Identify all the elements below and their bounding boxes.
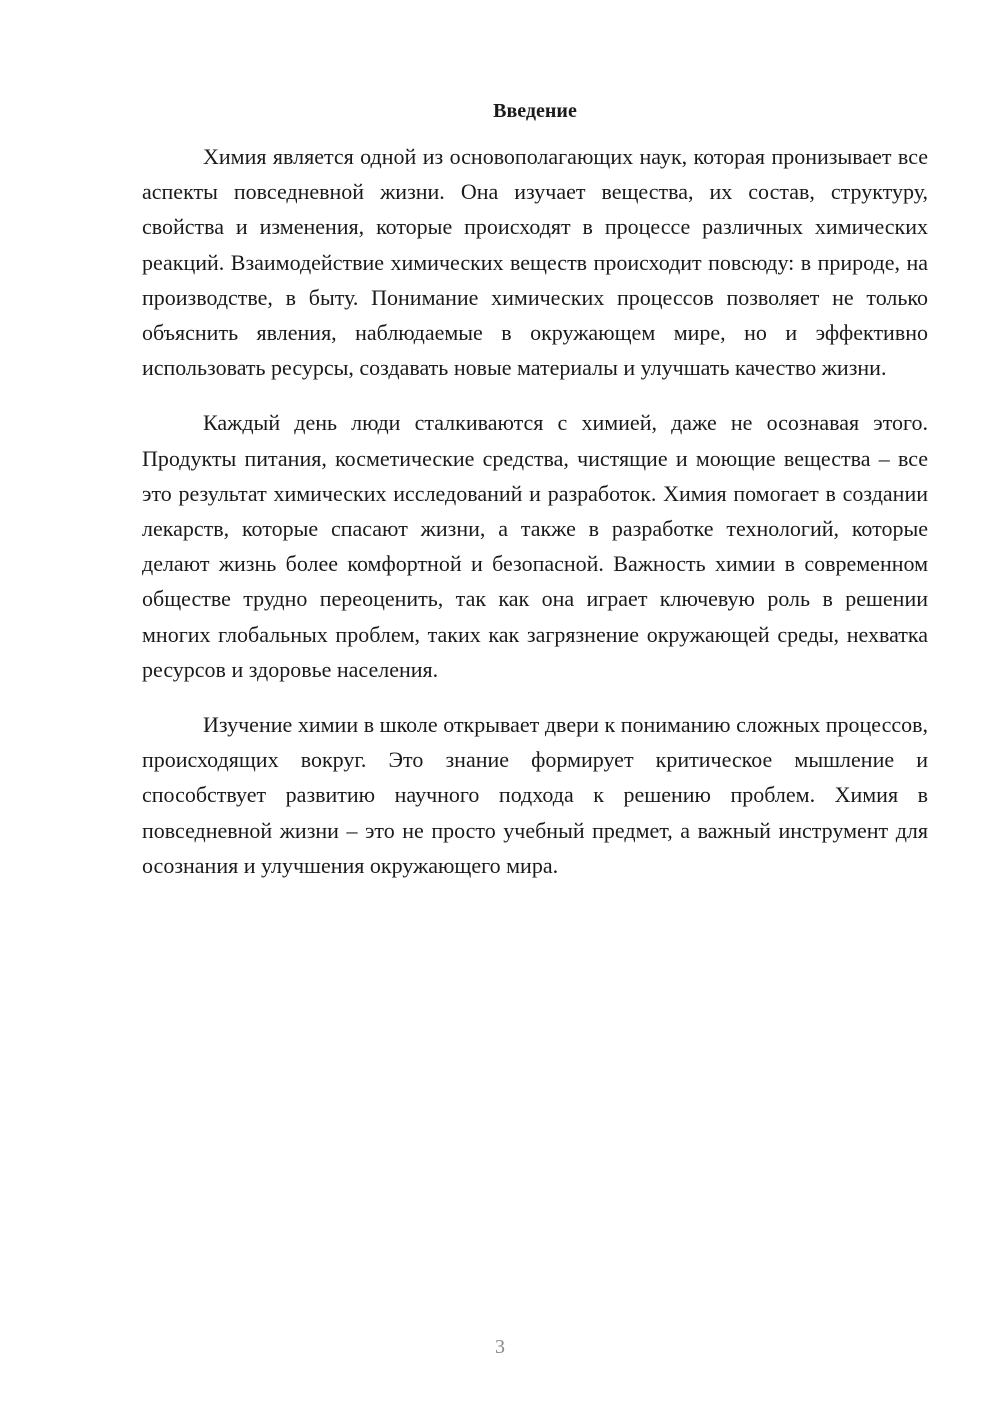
page-number: 3 [495,1336,505,1358]
section-heading: Введение [493,100,577,122]
paragraph-1: Химия является одной из основополагающих наук, которая пронизывает все аспекты повседневной жизни. Она изучает вещества, их состав, структуру, свойства и изменения, которые происходят в процессе различных химических реакций. Взаимодействие химических веществ происходит повсюду: в природе, на производстве, в быту. Понимание химических процессов позволяет не только объяснить явления, наблюдаемые в окружающем мире, но и эффективно использовать ресурсы, создавать новые материалы и улучшать качество жизни. [142,144,928,381]
paragraph-2: Каждый день люди сталкиваются с химией, даже не осознавая этого. Продукты питания, косметические средства, чистящие и моющие вещества – все это результат химических исследований и разработок. Химия помогает в создании лекарств, которые спасают жизни, а также в разработке технологий, которые делают жизнь более комфортной и безопасной. Важность химии в современном обществе трудно переоценить, так как она играет ключевую роль в решении многих глобальных проблем, таких как загрязнение окружающей среды, нехватка ресурсов и здоровье населения. [142,410,928,682]
page-content [142,96,928,883]
paragraph-3: Изучение химии в школе открывает двери к пониманию сложных процессов, происходящих вокруг. Это знание формирует критическое мышление и способствует развитию научного подхода к решению проблем. Химия в повседневной жизни – это не просто учебный предмет, а важный инструмент для осознания и улучшения окружающего мира. [142,712,928,878]
